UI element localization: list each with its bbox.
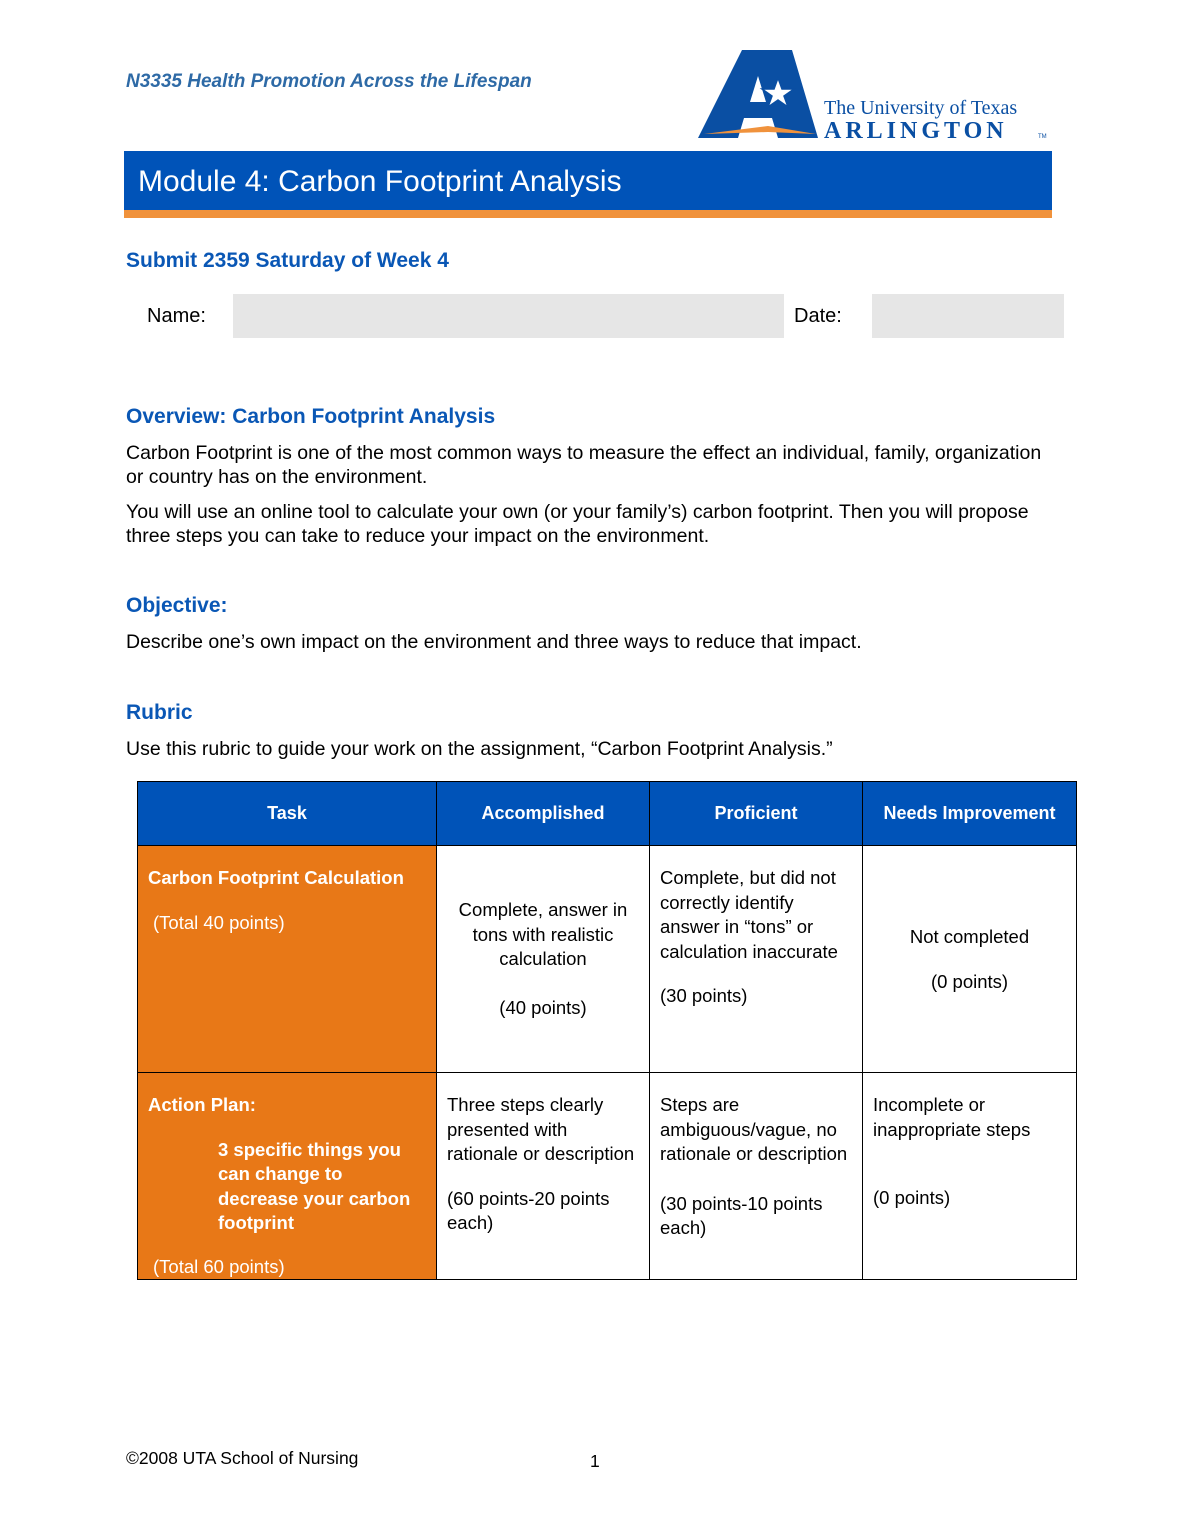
task-title: Carbon Footprint Calculation xyxy=(148,867,404,888)
rubric-heading: Rubric xyxy=(126,701,193,724)
course-title: N3335 Health Promotion Across the Lifespan xyxy=(126,71,532,92)
proficient-cell xyxy=(650,846,863,1073)
rubric-table xyxy=(137,781,1077,1280)
overview-paragraph-1: Carbon Footprint is one of the most common ways to measure the effect an individual, family, organization or country has on the environment. xyxy=(126,442,1042,488)
date-field[interactable] xyxy=(872,294,1064,338)
rubric-intro: Use this rubric to guide your work on the assignment, “Carbon Footprint Analysis.” xyxy=(126,738,833,760)
proficient-cell xyxy=(650,1073,863,1280)
overview-paragraph-2: You will use an online tool to calculate your own (or your family’s) carbon footprint. Then you will propose three steps you can take to reduce your impact on the environment. xyxy=(126,501,1029,547)
page-number: 1 xyxy=(590,1451,600,1471)
objective-text: Describe one’s own impact on the environment and three ways to reduce that impact. xyxy=(126,631,862,653)
column-header-needs-improvement: Needs Improvement xyxy=(863,782,1077,846)
column-header-task: Task xyxy=(138,782,437,846)
name-field[interactable] xyxy=(233,294,784,338)
rubric-header-row xyxy=(138,782,1077,846)
table-row xyxy=(138,846,1077,1073)
task-title: Action Plan: xyxy=(148,1094,256,1115)
criteria-points: (30 points-10 points each) xyxy=(660,1192,823,1238)
criteria-points: (0 points) xyxy=(873,1187,951,1208)
module-title-banner xyxy=(124,151,1052,218)
logo-university-line: The University of Texas xyxy=(824,97,1018,119)
table-row xyxy=(138,1073,1077,1280)
criteria-text: Steps are ambiguous/vague, no rationale or description xyxy=(660,1094,848,1164)
task-detail: 3 specific things you can change to decrease your carbon footprint xyxy=(218,1138,411,1233)
criteria-text: Not completed xyxy=(909,926,1030,947)
module-title: Module 4: Carbon Footprint Analysis xyxy=(138,165,622,198)
criteria-points: (30 points) xyxy=(660,985,748,1006)
criteria-text: Complete, but did not correctly identify answer in “tons” or calculation inaccurate xyxy=(660,867,838,962)
task-cell-action-plan xyxy=(138,1073,437,1280)
logo-trademark: TM xyxy=(1038,134,1047,140)
objective-heading: Objective: xyxy=(126,594,228,617)
needs-improvement-cell xyxy=(863,1073,1077,1280)
criteria-points: (0 points) xyxy=(930,970,1009,992)
footer-copyright: ©2008 UTA School of Nursing xyxy=(126,1448,359,1468)
criteria-text: Incomplete or inappropriate steps xyxy=(873,1094,1031,1140)
name-label: Name: xyxy=(147,305,206,327)
column-header-accomplished: Accomplished xyxy=(437,782,650,846)
submit-deadline: Submit 2359 Saturday of Week 4 xyxy=(126,249,449,272)
criteria-text: Three steps clearly presented with rationale or description xyxy=(447,1094,635,1164)
criteria-points: (60 points-20 points each) xyxy=(447,1187,610,1233)
overview-heading: Overview: Carbon Footprint Analysis xyxy=(126,405,496,428)
task-total: (Total 60 points) xyxy=(153,1255,285,1277)
criteria-text: Complete, answer in tons with realistic calculation xyxy=(458,899,628,969)
task-total: (Total 40 points) xyxy=(153,911,285,933)
accomplished-cell xyxy=(437,1073,650,1280)
criteria-points: (40 points) xyxy=(499,996,587,1018)
date-label: Date: xyxy=(794,305,842,327)
accomplished-cell xyxy=(437,846,650,1073)
logo-arlington-line: ARLINGTON xyxy=(824,118,1008,144)
uta-logo xyxy=(698,44,1058,144)
task-cell-calculation xyxy=(138,846,437,1073)
column-header-proficient: Proficient xyxy=(650,782,863,846)
needs-improvement-cell xyxy=(863,846,1077,1073)
